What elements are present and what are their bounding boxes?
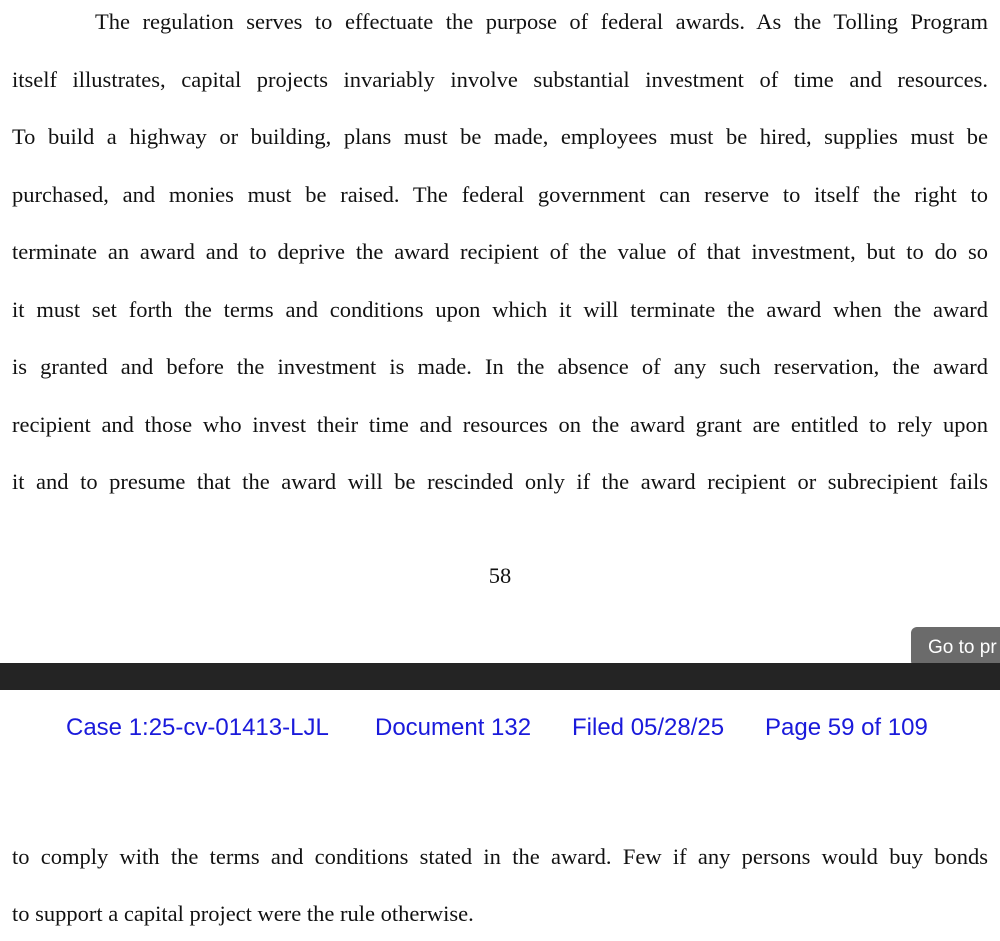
body-text-line: To build a highway or building, plans must be made, employees must be hired, supplies must be — [12, 124, 988, 149]
body-text-line: itself illustrates, capital projects invariably involve substantial investment of time and resources. — [12, 67, 988, 92]
body-text-line: recipient and those who invest their time and resources on the award grant are entitled to rely upon — [12, 412, 988, 437]
page-divider — [0, 663, 1000, 690]
body-text-line: The regulation serves to effectuate the purpose of federal awards. As the Tolling Program — [95, 9, 988, 34]
body-text-line: it must set forth the terms and conditions upon which it will terminate the award when the award — [12, 297, 988, 322]
ecf-case-number: Case 1:25-cv-01413-LJL — [66, 714, 329, 741]
body-text-line: to support a capital project were the rule otherwise. — [12, 901, 474, 926]
body-text-line: it and to presume that the award will be rescinded only if the award recipient or subrecipient fails — [12, 469, 988, 494]
body-text-line: to comply with the terms and conditions stated in the award. Few if any persons would buy bonds — [12, 844, 988, 869]
ecf-filed-date: Filed 05/28/25 — [572, 714, 725, 741]
ecf-document-number: Document 132 — [375, 714, 532, 741]
ecf-page-count: Page 59 of 109 — [765, 714, 928, 741]
page-number: 58 — [488, 563, 512, 588]
body-text-line: terminate an award and to deprive the award recipient of the value of that investment, but to do so — [12, 239, 988, 264]
body-text-line: purchased, and monies must be raised. The federal government can reserve to itself the right to — [12, 182, 988, 207]
go-to-page-button[interactable]: Go to pr — [911, 627, 1000, 667]
body-text-line: is granted and before the investment is made. In the absence of any such reservation, the award — [12, 354, 988, 379]
